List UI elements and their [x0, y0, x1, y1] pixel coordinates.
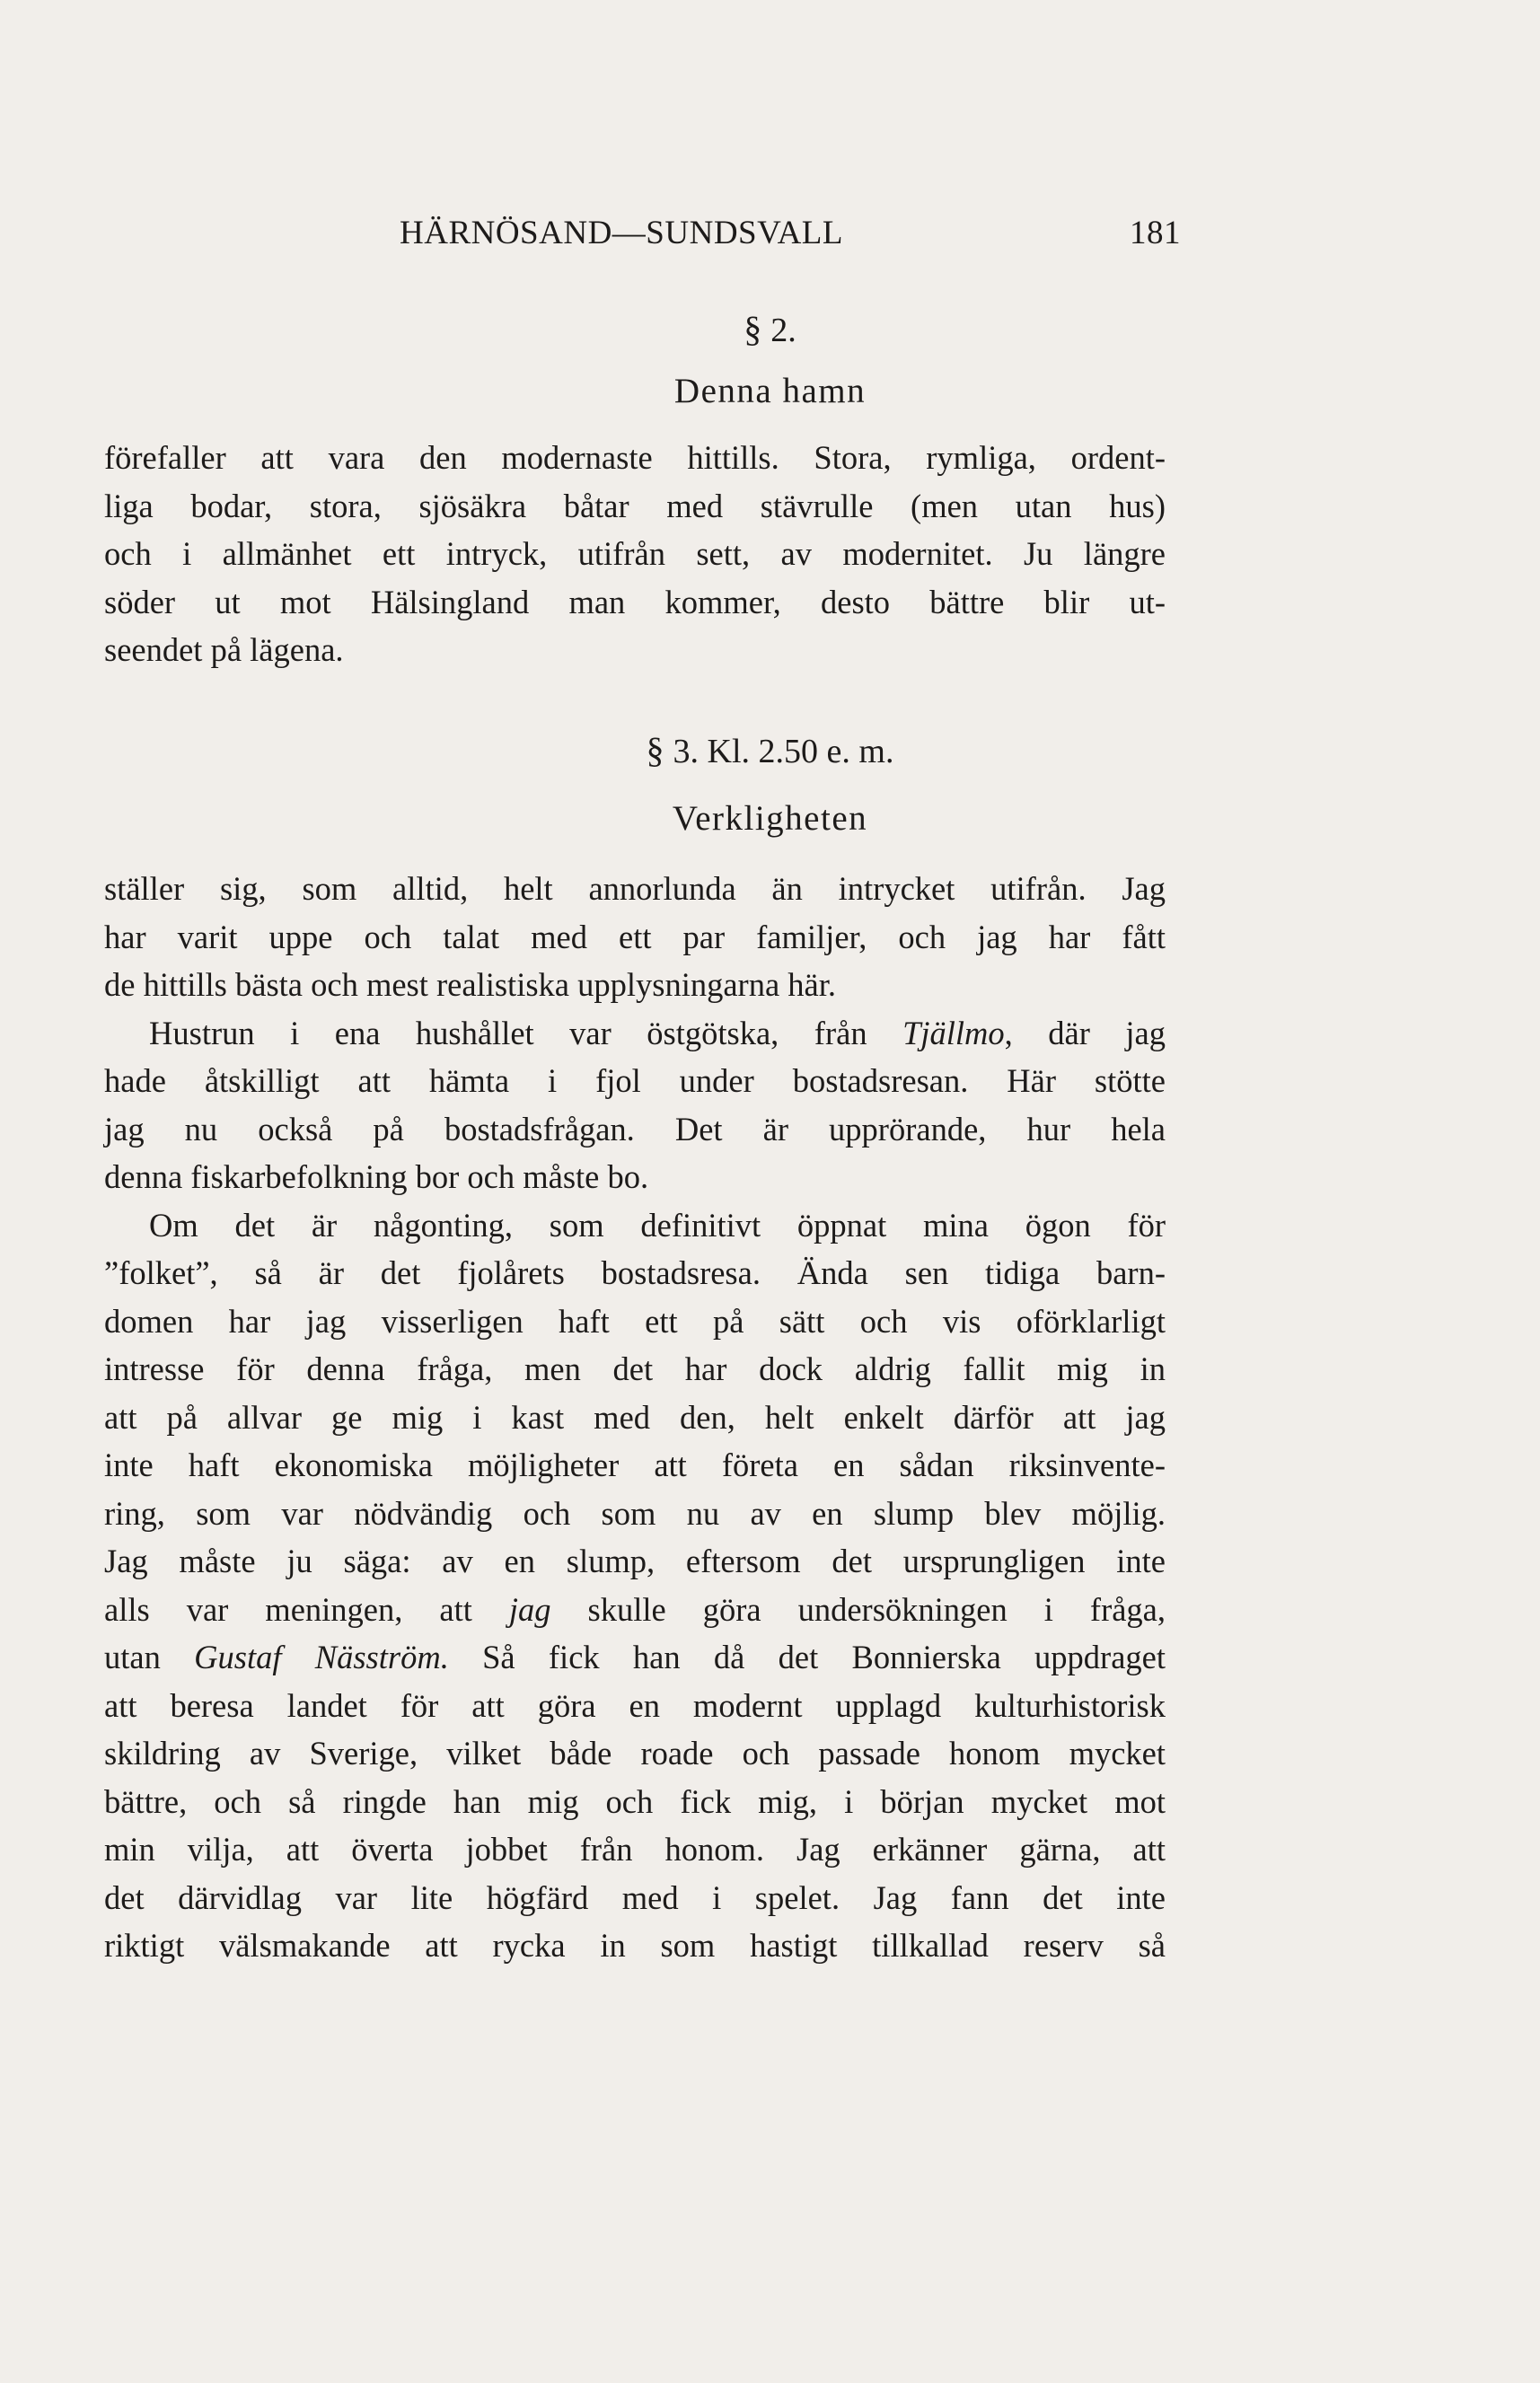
text-line: förefaller att vara den modernaste hittills. Stora, rymliga, ordent-: [104, 439, 1166, 476]
text-line: hade åtskilligt att hämta i fjol under bostadsresan. Här stötte: [104, 1062, 1166, 1099]
section-3-body: [104, 865, 1166, 1970]
section-3-subhead: Verkligheten: [672, 799, 868, 838]
text-run: , där jag: [1004, 1014, 1166, 1051]
section-symbol: §: [646, 730, 664, 770]
text-run: Så fick han då det Bonnierska uppdraget: [448, 1639, 1166, 1675]
text-line: det därvidlag var lite högfärd med i spelet. Jag fann det inte: [104, 1878, 1166, 1916]
text-line: seendet på lägena.: [104, 631, 344, 668]
text-line: skildring av Sverige, vilket både roade och passade honom mycket: [104, 1735, 1166, 1772]
text-run: alls var meningen, att: [104, 1590, 509, 1628]
text-run: utan: [104, 1639, 195, 1675]
text-line: riktigt välsmakande att rycka in som hastigt tillkallad reserv så: [104, 1927, 1166, 1964]
text-line: bättre, och så ringde han mig och fick mig, i början mycket mot: [104, 1782, 1166, 1820]
text-line: ring, som var nödvändig och som nu av en slump blev möjlig.: [104, 1494, 1166, 1532]
page-number: 181: [1130, 215, 1181, 251]
text-line: de hittills bästa och mest realistiska upplysningarna här.: [104, 966, 836, 1003]
running-title: HÄRNÖSAND—SUNDSVALL: [400, 215, 843, 251]
text-line: min vilja, att överta jobbet från honom. Jag erkänner gärna, att: [104, 1831, 1166, 1868]
text-line: att beresa landet för att göra en modernt upplagd kulturhistorisk: [104, 1686, 1166, 1724]
text-line: liga bodar, stora, sjösäkra båtar med stävrulle (men utan hus): [104, 487, 1166, 524]
section-symbol: §: [744, 309, 762, 349]
text-run: skulle göra undersökningen i fråga,: [550, 1590, 1166, 1628]
text-run: Hustrun i ena hushållet var östgötska, från: [149, 1014, 903, 1051]
text-line: söder ut mot Hälsingland man kommer, desto bättre blir ut-: [104, 583, 1166, 620]
text-line: denna fiskarbefolkning bor och måste bo.: [104, 1158, 649, 1195]
section-label: 3. Kl. 2.50 e. m.: [673, 733, 894, 770]
section-2-heading: [0, 308, 1540, 350]
italic-word: jag: [508, 1590, 551, 1628]
running-head: [400, 214, 1181, 259]
section-3-heading: [0, 729, 1540, 771]
text-line: att på allvar ge mig i kast med den, helt enkelt därför att jag: [104, 1398, 1166, 1436]
text-line: [104, 1009, 1166, 1058]
text-line: Jag måste ju säga: av en slump, eftersom det ursprungligen inte: [104, 1543, 1166, 1579]
text-line: domen har jag visserligen haft ett på sätt och vis oförklarligt: [104, 1302, 1166, 1340]
section-2-paragraph: [104, 434, 1166, 674]
text-line: ställer sig, som alltid, helt annorlunda än intrycket utifrån. Jag: [104, 870, 1166, 907]
italic-person-name: Gustaf Näsström.: [194, 1639, 449, 1675]
section-label: 2.: [770, 312, 796, 349]
text-line: ”folket”, så är det fjolårets bostadsresa. Ända sen tidiga barn-: [104, 1254, 1166, 1291]
section-2-subhead: Denna hamn: [673, 372, 867, 410]
italic-place-name: Tjällmo: [902, 1014, 1005, 1051]
text-line: jag nu också på bostadsfrågan. Det är upprörande, hur hela: [104, 1110, 1166, 1148]
text-line: inte haft ekonomiska möjligheter att företa en sådan riksinvente-: [104, 1447, 1166, 1483]
text-line: intresse för denna fråga, men det har dock aldrig fallit mig in: [104, 1350, 1166, 1387]
text-line: [104, 1633, 1166, 1682]
text-line: [104, 1586, 1166, 1634]
text-line: har varit uppe och talat med ett par familjer, och jag har fått: [104, 918, 1166, 955]
text-line: Om det är någonting, som definitivt öppnat mina ögon för: [149, 1206, 1166, 1244]
text-line: och i allmänhet ett intryck, utifrån sett, av modernitet. Ju längre: [104, 535, 1166, 572]
